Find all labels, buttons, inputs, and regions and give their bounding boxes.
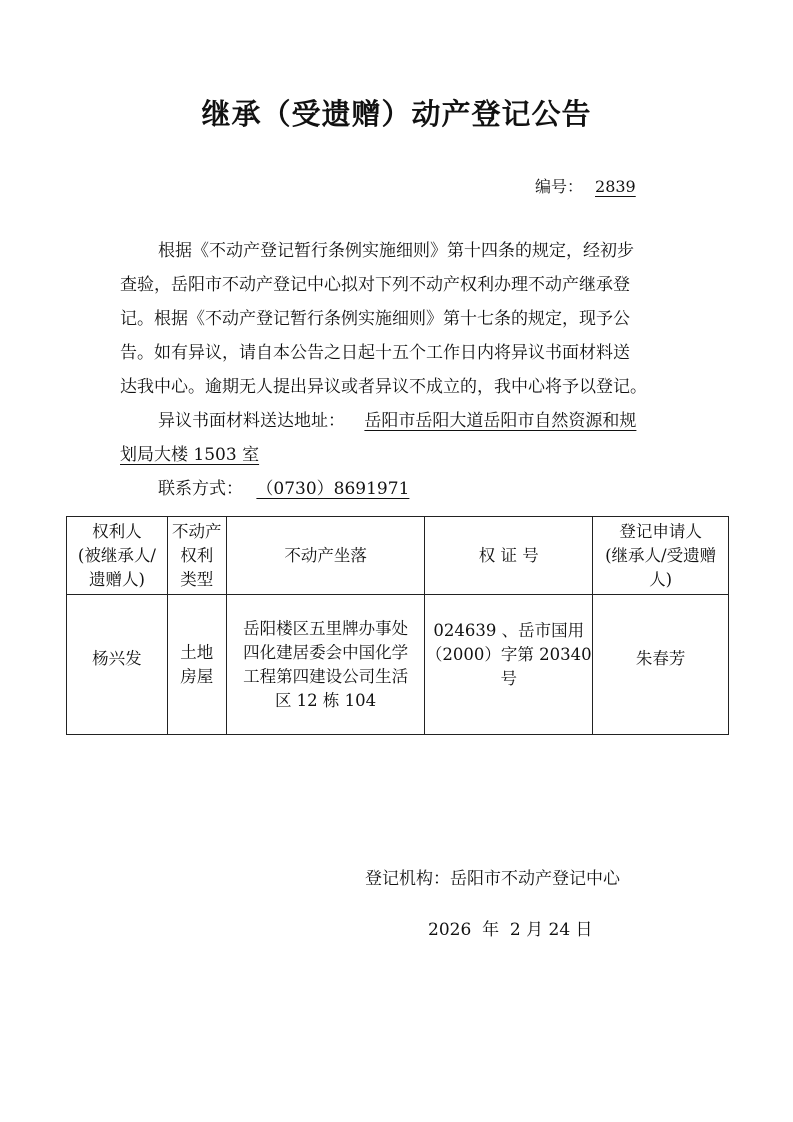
authority-name: 岳阳市不动产登记中心 [450,869,620,889]
address-label: 异议书面材料送达地址： [158,411,345,431]
table-header-row [67,517,729,595]
serial-value: 2839 [595,177,636,196]
serial-number [535,174,636,197]
authority-label: 登记机构： [365,869,450,889]
registration-table [66,516,729,735]
address-line [120,404,680,438]
address-value: 岳阳市岳阳大道岳阳市自然资源和规 [364,411,637,431]
contact-label: 联系方式： [158,479,243,499]
contact-line [120,472,680,506]
body-line: 查验，岳阳市不动产登记中心拟对下列不动产权利办理不动产继承登 [120,275,630,295]
body-line: 告。如有异议，请自本公告之日起十五个工作日内将异议书面材料送 [120,343,630,363]
header-certificate-no: 权 证 号 [425,517,593,595]
cell-right-holder: 杨兴发 [67,595,168,735]
header-location: 不动产坐落 [226,517,425,595]
header-applicant: 登记申请人 (继承人/受遗赠 人) [593,517,729,595]
body-line: 达我中心。逾期无人提出异议或者异议不成立的，我中心将予以登记。 [120,377,647,397]
announcement-body [120,234,680,506]
cell-applicant: 朱春芳 [593,595,729,735]
table-row [67,595,729,735]
cell-location: 岳阳楼区五里牌办事处 四化建居委会中国化学 工程第四建设公司生活 区 12 栋 104 [226,595,425,735]
header-right-holder: 权利人 (被继承人/ 遗赠人) [67,517,168,595]
cell-right-type: 土地 房屋 [167,595,226,735]
contact-value: （0730）8691971 [256,479,410,499]
serial-label: 编号： [535,177,584,196]
body-line: 根据《不动产登记暂行条例实施细则》第十四条的规定，经初步 [158,241,634,261]
body-line: 记。根据《不动产登记暂行条例实施细则》第十七条的规定，现予公 [120,309,630,329]
registration-authority [365,864,620,889]
announcement-date: 2026 年 2 月 24 日 [428,920,593,940]
cell-certificate-no: 024639 、岳市国用 （2000）字第 20340 号 [425,595,593,735]
address-value-2: 划局大楼 1503 室 [120,445,260,465]
address-line-2 [120,438,680,472]
page-title: 继承（受遗赠）动产登记公告 [201,97,592,131]
header-right-type: 不动产 权利 类型 [167,517,226,595]
